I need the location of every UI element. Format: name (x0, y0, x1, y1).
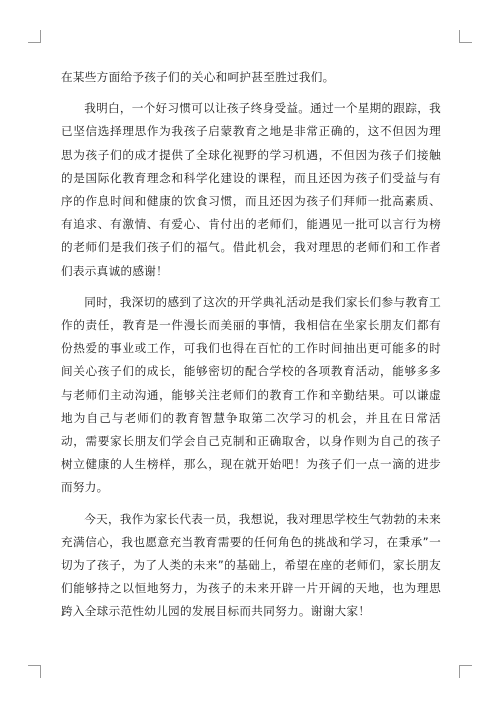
paragraph-3: 同时，我深切的感到了这次的开学典礼活动是我们家长们参与教育工作的责任，教育是一件漫长而美丽的事情，我相信在坐家长朋友们都有份热爱的事业或工作，可我们也得在百忙的工作时间抽出更可能多的时间关心孩子们的成长，能够密切的配合学校的各项教育活动，能够多多与老师们主动沟通，能够关注老师们的教育工作和辛勤结果。可以谦虚地为自己与老师们的教育智慧争取第二次学习的机会，并且在日常活动，需要家长朋友们学会自己克制和正确取舍，以身作则为自己的孩子树立健康的人生榜样，那么，现在就开始吧！为孩子们一点一滴的进步而努力。 (61, 294, 442, 495)
crop-mark-top-left (28, 30, 41, 43)
paragraph-1: 在某些方面给予孩子们的关心和呵护甚至胜过我们。 (61, 70, 335, 84)
paragraph-4: 今天，我作为家长代表一员，我想说，我对理思学校生气勃勃的未来充满信心，我也愿意充当教育需要的任何角色的挑战和学习，在秉承”一切为了孩子，为了人类的未来”的基础上，希望在座的老师们，家长朋友们能够持之以恒地努力，为孩子的未来开辟一片开阔的天地，也为理思跨入全球示范性幼儿园的发展目标而共同努力。谢谢大家！ (61, 511, 442, 619)
crop-mark-top-right (459, 30, 472, 43)
document-body (61, 66, 441, 632)
crop-mark-bottom-left (28, 665, 41, 678)
crop-mark-bottom-right (459, 665, 472, 678)
paragraph-2: 我明白，一个好习惯可以让孩子终身受益。通过一个星期的跟踪，我已坚信选择理思作为我孩子启蒙教育之地是非常正确的，这不但因为理思为孩子们的成才提供了全球化视野的学习机遇，不但因为孩子们接触的是国际化教育理念和科学化建设的课程，而且还因为孩子们受益与有序的作息时间和健康的饮食习惯，而且还因为孩子们拜师一批高素质、有追求、有激情、有爱心、肯付出的老师们，能遇见一批可以言行为榜的老师们是我们孩子们的福气。借此机会，我对理思的老师们和工作者们表示真诚的感谢！ (61, 101, 442, 278)
